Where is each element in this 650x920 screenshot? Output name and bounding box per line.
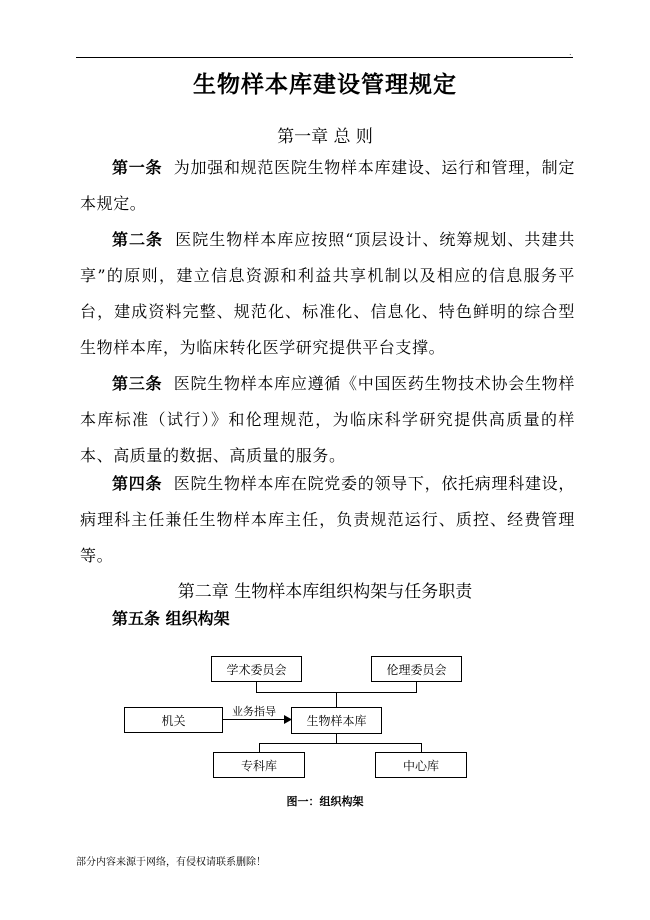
chapter-1-heading: 第一章 总 则 xyxy=(277,127,373,147)
academic-committee-box: 学术委员会 xyxy=(211,656,302,682)
connector-line xyxy=(336,692,337,707)
central-bank-box: 中心库 xyxy=(375,752,467,778)
connector-line xyxy=(259,743,422,744)
article-1 xyxy=(80,150,575,222)
authority-box: 机关 xyxy=(124,707,223,733)
arrow-line xyxy=(222,719,286,720)
specialty-bank-box: 专科库 xyxy=(213,752,305,778)
article-2 xyxy=(80,222,575,366)
article-text: 医院生物样本库在院党委的领导下，依托病理科建设，病理科主任兼任生物样本库主任，负责规范运行、质控、经费管理等。 xyxy=(80,474,575,565)
article-label: 第一条 xyxy=(112,158,163,177)
header-rule xyxy=(76,57,573,58)
article-label: 第二条 xyxy=(112,230,164,249)
article-text: 为加强和规范医院生物样本库建设、运行和管理，制定本规定。 xyxy=(80,158,575,213)
article-4 xyxy=(80,466,575,574)
article-text: 医院生物样本库应遵循《中国医药生物技术协会生物样本库标准（试行）》和伦理规范，为临床科学研究提供高质量的样本、高质量的数据、高质量的服务。 xyxy=(80,374,575,465)
figure-caption: 图一：组织构架 xyxy=(286,795,364,808)
ethics-committee-box: 伦理委员会 xyxy=(371,656,462,682)
page-title: 生物样本库建设管理规定 xyxy=(193,72,457,98)
chapter-2-heading: 第二章 生物样本库组织构架与任务职责 xyxy=(177,582,473,602)
footer-note: 部分内容来源于网络，有侵权请联系删除！ xyxy=(76,857,266,868)
article-3 xyxy=(80,366,575,474)
article-text: 医院生物样本库应按照“顶层设计、统筹规划、共建共享”的原则，建立信息资源和利益共享机制以及相应的信息服务平台，建成资料完整、规范化、标准化、信息化、特色鲜明的综合型生物样本库，为临床转化医学研究提供平台支撑。 xyxy=(80,230,575,357)
article-5-heading: 第五条 组织构架 xyxy=(112,609,230,628)
article-label: 第三条 xyxy=(112,374,163,393)
connector-line xyxy=(259,743,260,752)
article-label: 第四条 xyxy=(112,474,163,493)
biobank-box: 生物样本库 xyxy=(291,707,382,734)
connector-line xyxy=(336,733,337,743)
edge-label: 业务指导 xyxy=(232,705,276,718)
header-mark: . xyxy=(569,48,572,57)
connector-line xyxy=(421,743,422,752)
